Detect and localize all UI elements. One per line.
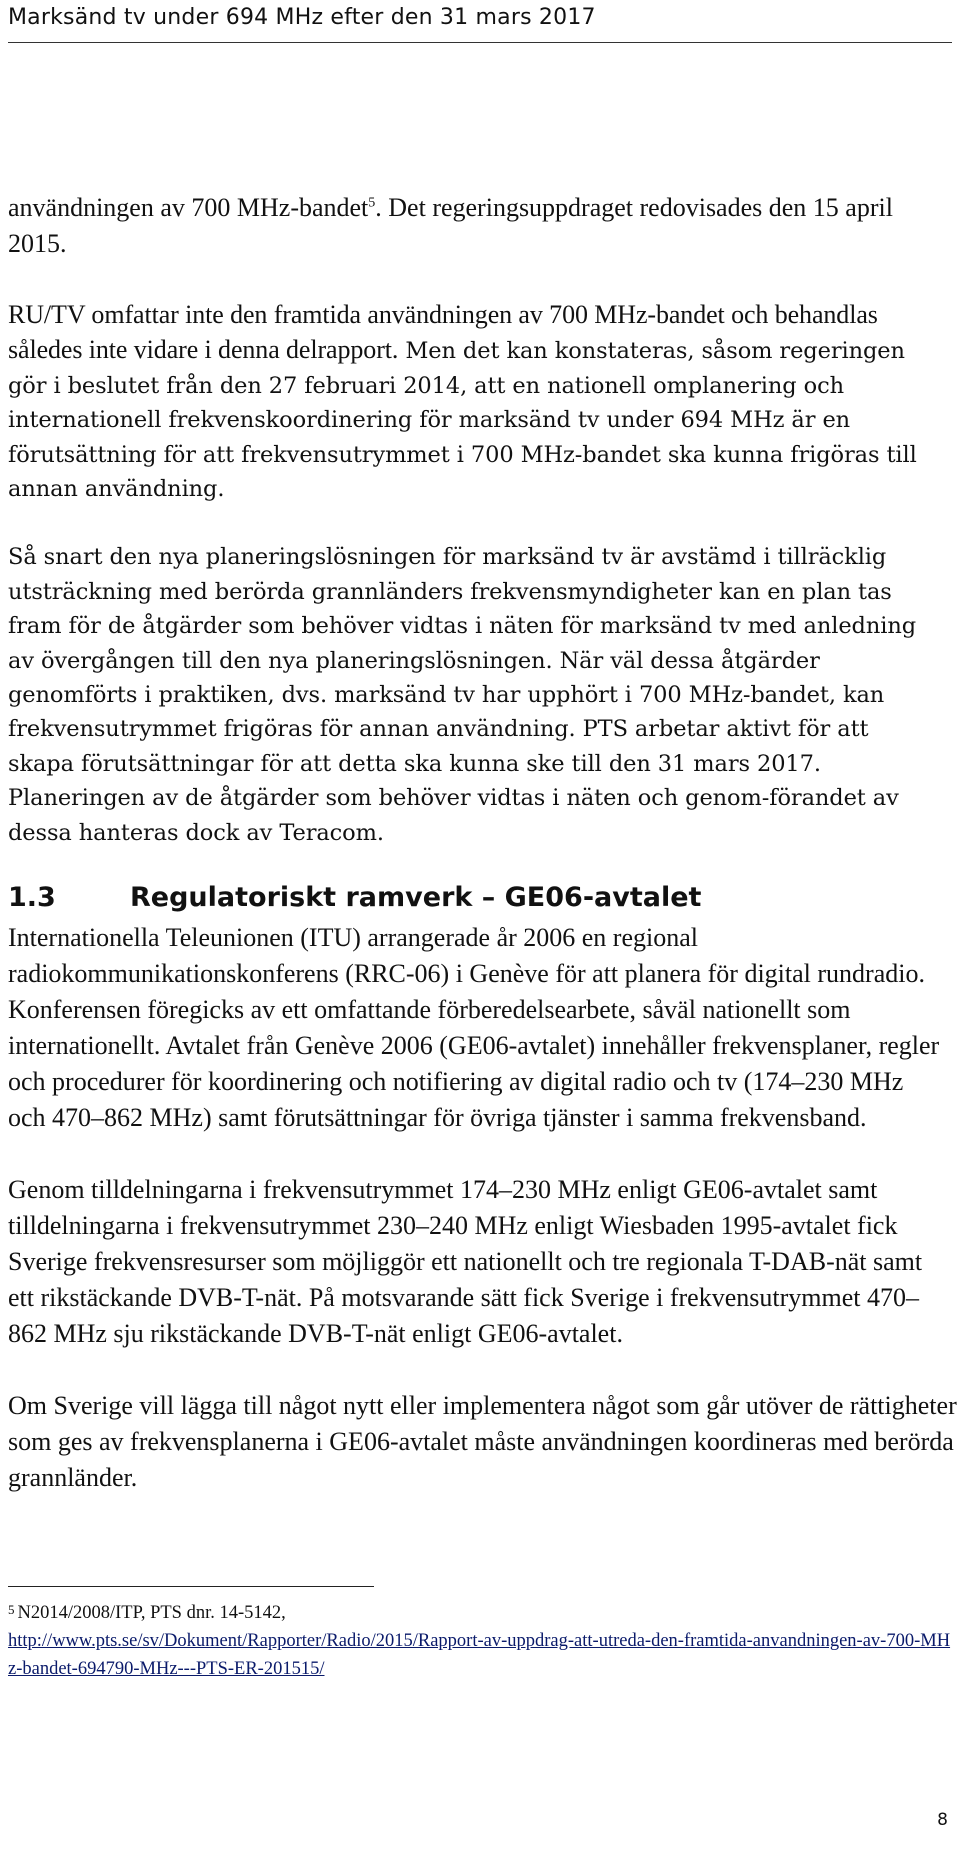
paragraph-1-text: användningen av 700 MHz-bandet (8, 193, 369, 222)
page-header (8, 2, 952, 43)
paragraph-1-rest: . Det regeringsuppdraget redovisades den 15 april 2015. (8, 193, 893, 258)
paragraph-3: Så snart den nya planeringslösningen för marksänd tv är avstämd i tillräcklig utsträckning med berörda grannländers frekvensmyndigheter kan en plan tas fram för de åtgärder som behöver vidtas i näten för marksänd tv med anledning av övergången till den nya planeringslösningen. När väl dessa åtgärder genomförts i praktiken, dvs. marksänd tv har upphört i 700 MHz-bandet, kan frekvensutrymmet frigöras för annan användning. PTS arbetar aktivt för att skapa förutsättningar för att detta ska kunna ske till den 31 mars 2017. Planeringen av de åtgärder som behöver vidtas i näten och genom-förandet av dessa hanteras dock av Teracom. (8, 544, 917, 846)
document-body (8, 190, 957, 1496)
footnote-ref: 5 (368, 195, 376, 211)
footnote-line (8, 1596, 958, 1627)
footnote-separator (8, 1586, 374, 1587)
page-number: 8 (937, 1810, 948, 1830)
footnote-text: N2014/2008/ITP, PTS dnr. 14-5142, (17, 1603, 286, 1623)
section-heading (8, 880, 952, 916)
section-paragraph-1-rest: Avtalet från Genève 2006 (GE06-avtalet) innehåller frekvensplaner, regler och procedurer för koordinering och notifiering av digital radio och tv (174–230 MHz och 470–862 MHz) samt förutsättningar för övriga tjänster i samma frekvensband. (8, 1031, 940, 1133)
footnote-link[interactable]: http://www.pts.se/sv/Dokument/Rapporter/Radio/2015/Rapport-av-uppdrag-att-utreda-den-framtida-anvandningen-av-700-MHz-bandet-694790-MHz---PTS-ER-201515/ (8, 1631, 951, 1679)
section-number: 1.3 (8, 882, 56, 914)
section-paragraph-1-text: Internationella Teleunionen (ITU) arrangerade år 2006 en regional radiokommunikationskonferens (RRC-06) i Genève för att planera för digital rundradio. Konferensen föregicks av ett omfattande förberedelsearbete, såväl nationellt som internationellt. (8, 923, 925, 1061)
section-title: Regulatoriskt ramverk – GE06-avtalet (130, 882, 702, 914)
section-paragraph-3: Om Sverige vill lägga till något nytt eller implementera något som går utöver de rättigheter som ges av frekvensplanerna i GE06-avtalet måste användningen koordineras med berörda grannländer. (8, 1391, 957, 1493)
section-paragraph-1 (8, 920, 943, 1136)
paragraph-2-serif: RU/TV omfattar inte den framtida användningen av 700 MHz-bandet och behandlas således inte vidare i denna delrapport. (8, 300, 878, 365)
footnote-mark: 5 (8, 1602, 15, 1617)
footnote (8, 1596, 958, 1683)
page-header-title: Marksänd tv under 694 MHz efter den 31 mars 2017 (8, 5, 596, 30)
paragraph-2 (8, 298, 928, 506)
paragraph-1 (8, 190, 943, 262)
section-paragraph-2: Genom tilldelningarna i frekvensutrymmet 174–230 MHz enligt GE06-avtalet samt tilldelningarna i frekvensutrymmet 230–240 MHz enligt Wiesbaden 1995-avtalet fick Sverige frekvensresurser som möjliggör ett nationellt och tre regionala T-DAB-nät samt ett rikstäckande DVB-T-nät. På motsvarande sätt fick Sverige i frekvensutrymmet 470–862 MHz sju rikstäckande DVB-T-nät enligt GE06-avtalet. (8, 1175, 923, 1349)
paragraph-2-sans: Men det kan konstateras, såsom regeringen gör i beslutet från den 27 februari 2014, att en nationell omplanering och internationell frekvenskoordinering för marksänd tv under 694 MHz är en förutsättning för att frekvensutrymmet i 700 MHz-bandet ska kunna frigöras till annan användning. (8, 338, 917, 503)
